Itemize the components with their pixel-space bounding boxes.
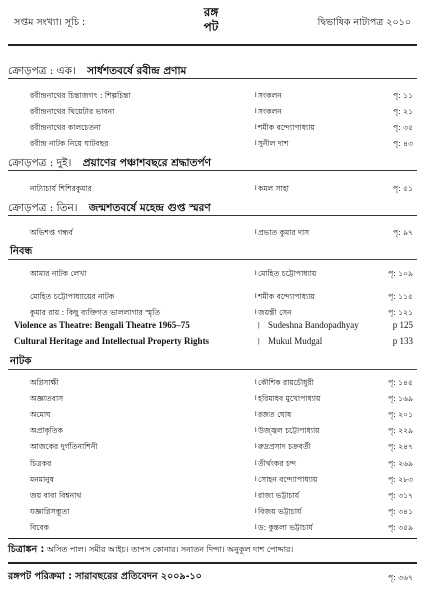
header [0,0,425,44]
section-title: প্রয়াণের পঞ্চাশবছরে শ্রদ্ধাতর্পণ [82,157,211,169]
list-item[interactable]: মনমানুষ । সোহন বন্দ্যোপাধ্যায় পৃ: ২৮৩ [30,474,413,484]
essays-rule [8,259,417,260]
issue-label: সপ্তম সংখ্যা। সূচি : [14,17,86,28]
section-supplement-two [8,156,417,171]
list-item[interactable]: রবীন্দ্রনাথের কালচেতনা । শমীক বন্দ্যোপাধ্যায় পৃ: ৩৫ [30,122,413,132]
header-rule [8,44,417,46]
illustration-credits: চিত্রাঙ্কন : অসিত পাল। সমীর আইচ। তাপস কোনার। সনাতন দিন্দা। অনুকূল দাশ পোদ্দার। [8,544,294,555]
list-item[interactable]: চিত্রকর । তীর্থংকর চন্দ পৃ: ২৬৯ [30,458,413,468]
section-prefix: ক্রোড়পত্র : তিন। [8,202,78,214]
section-supplement-one [8,64,417,79]
plays-heading: নাটক [10,356,32,367]
list-item-english[interactable]: Violence as Theatre: Bengali Theatre 1965–75 | Sudeshna Bandopadhyay p 125 [14,320,413,330]
journal-label: দ্বিভাষিক নাট্যপত্র ২০১০ [317,17,411,28]
plays-rule [8,369,417,370]
logo-bottom: পট [203,20,219,34]
list-item[interactable]: যজ্ঞাগ্নিসম্ভূতা । বিজয় ভট্টাচার্য পৃ: ৩৪১ [30,506,413,516]
section-title: জন্মশতবর্ষে মহেন্দ্র গুপ্ত স্মরণ [88,202,211,214]
list-item[interactable]: অপ্রাকৃতিক । উজ্জ্বল চট্টোপাধ্যায় পৃ: ২২৯ [30,425,413,435]
list-item[interactable]: নাট্যাচার্য শিশিরকুমার । কমল সাহা পৃ: ৫১ [30,183,413,193]
list-item-english[interactable]: Cultural Heritage and Intellectual Property Rights | Mukul Mudgal p 133 [14,336,413,346]
logo-top: রঙ্গ [203,5,219,19]
section-prefix: ক্রোড়পত্র : এক। [8,65,76,77]
footer-report[interactable]: রঙ্গপট পরিক্রমা : সারাবছরের প্রতিবেদন ২০০৯-১০ পৃ: ৩৬৭ [8,571,413,582]
list-item[interactable]: অমোঘ । রজত ঘোষ পৃ: ২০১ [30,409,413,419]
list-item[interactable]: অগ্নিসাক্ষী । কৌশিক রায়চৌধুরী পৃ: ১৪৫ [30,377,413,387]
list-item[interactable]: আমার নাটক লেখা । মোহিত চট্টোপাধ্যায় পৃ: ১০৯ [30,268,413,278]
credits-rule-bottom [8,562,417,564]
section-title: সার্ধশতবর্ষে রবীন্দ্র প্রণাম [87,65,187,77]
list-item[interactable]: বিবেক । ড: কুন্তলা ভট্টাচার্য পৃ: ৩৫৯ [30,522,413,532]
list-item[interactable]: জয় বাবা বিশ্বনাথ । রাজা ভট্টাচার্য পৃ: ৩১৭ [30,490,413,500]
rangapat-logo [192,5,230,38]
list-item[interactable]: অজ্ঞাতবাস । হরিমাধব মুখোপাধ্যায় পৃ: ১৬৯ [30,393,413,403]
list-item[interactable]: কুমার রায় : কিছু ব্যক্তিগত ভাললাগার স্মৃতি । জয়ন্তী সেন পৃ: ১২১ [30,307,413,317]
section-supplement-three [8,201,417,216]
list-item[interactable]: রবীন্দ্রনাথের চিন্তাজগৎ : শিল্পচিন্তা । সংকলন পৃ: ১১ [30,90,413,100]
list-item[interactable]: অভিশপ্ত গন্ধর্ব । প্রভাত কুমার দাস পৃ: ৯৭ [30,227,413,237]
list-item[interactable]: মোহিত চট্টোপাধ্যায়ের নাটক । শমীক বন্দ্যোপাধ্যায় পৃ: ১১৫ [30,291,413,301]
essays-heading: নিবন্ধ [10,246,33,257]
list-item[interactable]: রবীন্দ্রনাথের থিয়েটার ভাবনা । সংকলন পৃ: ২১ [30,106,413,116]
section-prefix: ক্রোড়পত্র : দুই। [8,157,72,169]
credits-rule-top [8,538,417,539]
list-item[interactable]: রবীন্দ্র নাটক নিয়ে ঘাটবছর । সুনীল দাশ পৃ: ৪৩ [30,138,413,148]
list-item[interactable]: আজকের দুর্গতিনাশিনী । রুদ্রপ্রসাদ চক্রবর্তী পৃ: ২৪৭ [30,441,413,451]
